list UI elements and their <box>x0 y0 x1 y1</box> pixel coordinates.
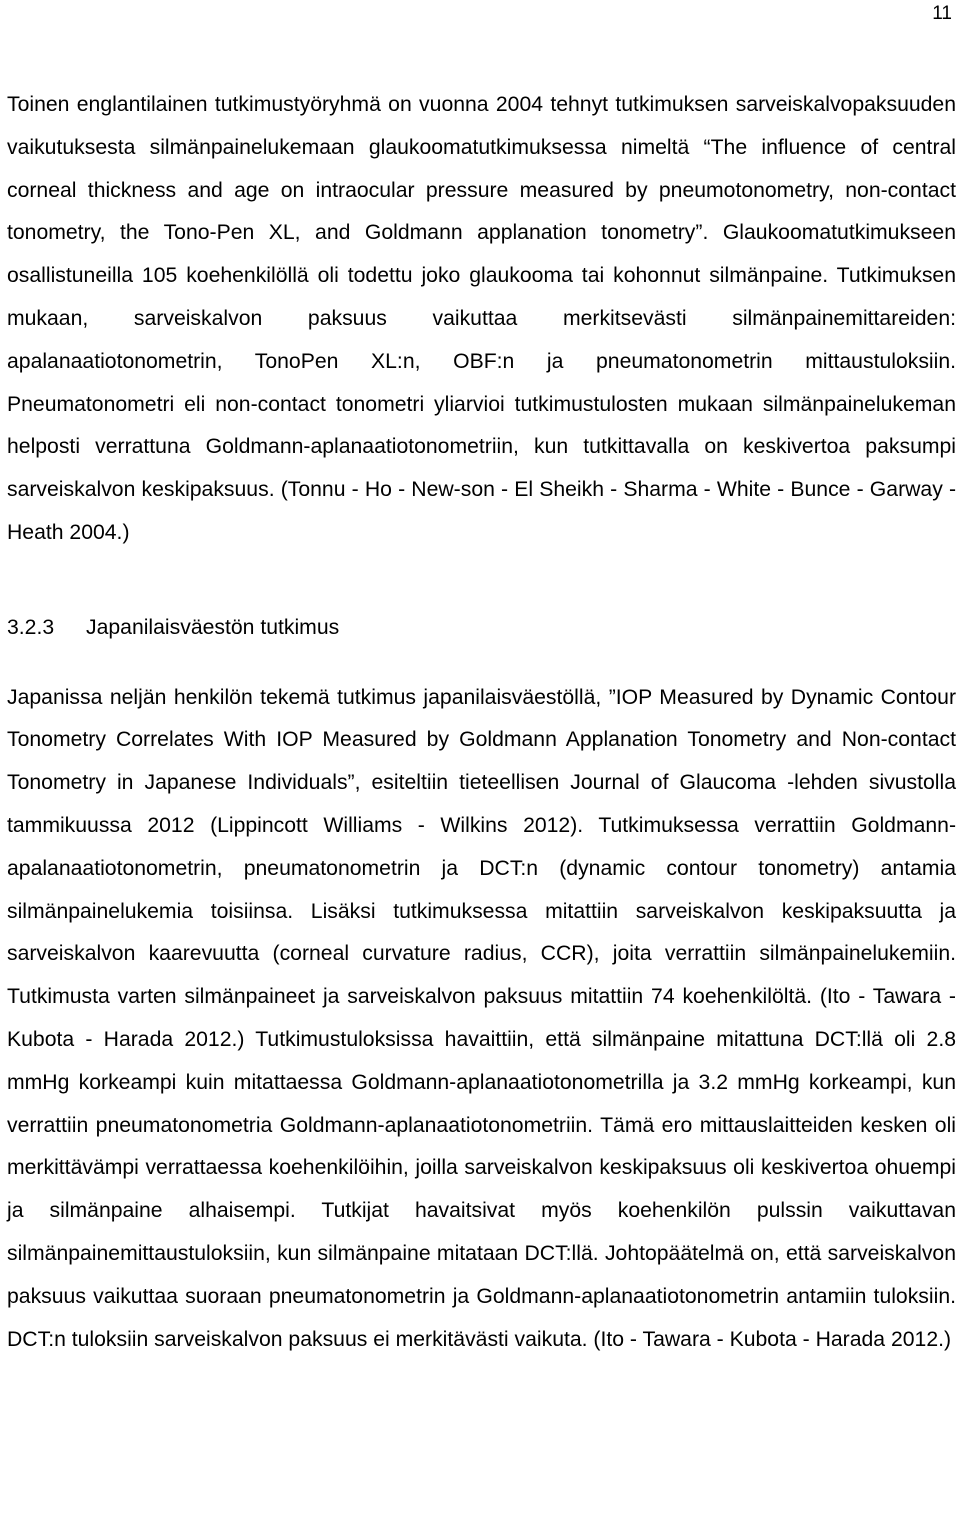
page-number: 11 <box>932 3 952 24</box>
section-title: Japanilaisväestön tutkimus <box>86 615 340 639</box>
paragraph-japanese-study: Japanissa neljän henkilön tekemä tutkimus japanilaisväestöllä, ”IOP Measured by Dynamic Contour Tonometry Correlates With IOP Measured by Goldmann Applanation Tonometry and Non-contact Tonometry in Japanese Individuals”, esiteltiin tieteellisen Journal of Glaucoma -lehden sivustolla tammikuussa 2012 (Lippincott Williams - Wilkins 2012). Tutkimuksessa verrattiin Goldmann-apalanaatiotonometrin, pneumatonometrin ja DCT:n (dynamic contour tonometry) antamia silmänpainelukemia toisiinsa. Lisäksi tutkimuksessa mitattiin sarveiskalvon keskipaksuutta ja sarveiskalvon kaarevuutta (corneal curvature radius, CCR), joita verrattiin silmänpainelukemiin. Tutkimusta varten silmänpaineet ja sarveiskalvon paksuus mitattiin 74 koehenkilöltä. (Ito - Tawara - Kubota - Harada 2012.) Tutkimustuloksissa havaittiin, että silmänpaine mitattuna DCT:llä oli 2.8 mmHg korkeampi kuin mitattaessa Goldmann-aplanaatiotonometrilla ja 3.2 mmHg korkeampi, kun verrattiin pneumatonometria Goldmann-aplanaatiotonometriin. Tämä ero mittauslaitteiden kesken oli merkittävämpi verrattaessa koehenkilöihin, joilla sarveiskalvon keskipaksuus oli keskivertoa ohuempi ja silmänpaine alhaisempi. Tutkijat havaitsivat myös koehenkilön pulssin vaikuttavan silmänpainemittaustuloksiin, kun silmänpaine mitataan DCT:llä. Johtopäätelmä on, että sarveiskalvon paksuus vaikuttaa suoraan pneumatonometrin ja Goldmann-aplanaatiotonometrin antamiin tuloksiin. DCT:n tuloksiin sarveiskalvon paksuus ei merkitävästi vaikuta. (Ito - Tawara - Kubota - Harada 2012.) <box>7 685 956 1351</box>
section-number: 3.2.3 <box>7 615 55 639</box>
paragraph-corneal-thickness-study: Toinen englantilainen tutkimustyöryhmä on vuonna 2004 tehnyt tutkimuksen sarveiskalvopaksuuden vaikutuksesta silmänpainelukemaan glaukoomatutkimuksessa nimeltä “The influence of central corneal thickness and age on intraocular pressure measured by pneumotonometry, non-contact tonometry, the Tono-Pen XL, and Goldmann applanation tonometry”. Glaukoomatutkimukseen osallistuneilla 105 koehenkilöllä oli todettu joko glaukooma tai kohonnut silmänpaine. Tutkimuksen mukaan, sarveiskalvon paksuus vaikuttaa merkitsevästi silmänpainemittareiden: apalanaatiotonometrin, TonoPen XL:n, OBF:n ja pneumatonometrin mittaustuloksiin. Pneumatonometri eli non-contact tonometri yliarvioi tutkimustulosten mukaan silmänpainelukeman helposti verrattuna Goldmann-aplanaatiotonometriin, kun tutkittavalla on keskivertoa paksumpi sarveiskalvon keskipaksuus. (Tonnu - Ho - New-son - El Sheikh - Sharma - White - Bunce - Garway - Heath 2004.) <box>7 93 956 544</box>
document-body <box>7 84 956 1361</box>
section-heading <box>7 607 956 650</box>
